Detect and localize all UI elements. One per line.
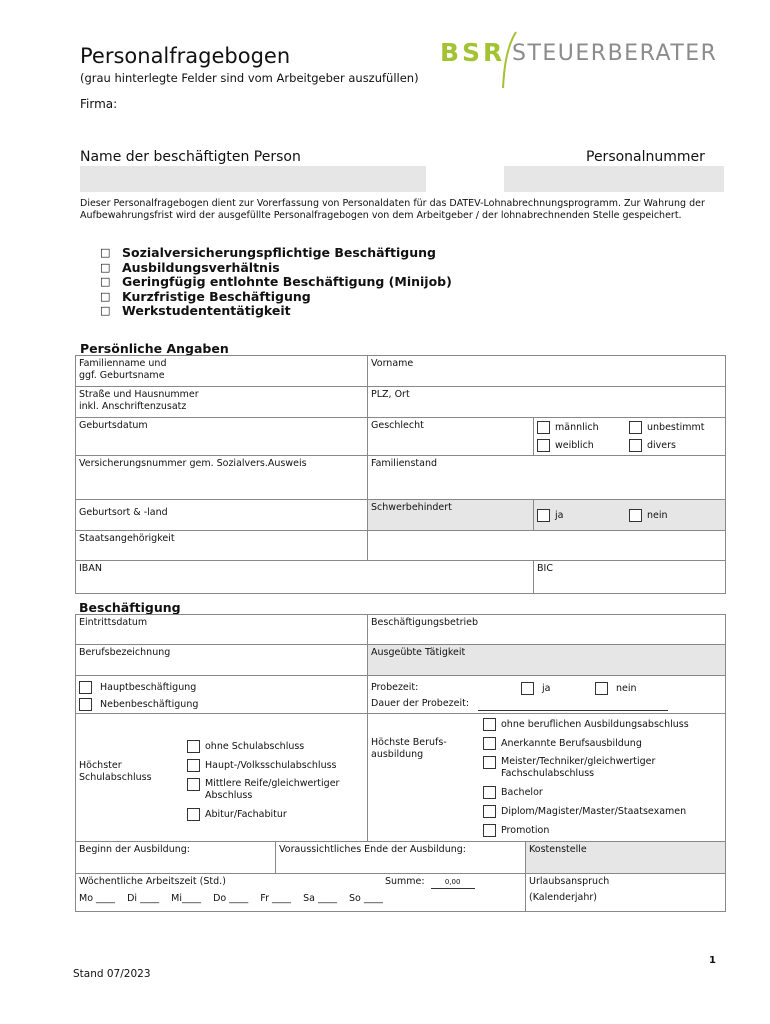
option-unbestimmt[interactable]: unbestimmt [629,421,704,434]
ende-ausbildung-field[interactable]: Voraussichtliches Ende der Ausbildung: [276,842,526,874]
weekday-hours[interactable]: Mo ____ Di ____ Mi____ Do ____ Fr ____ Sa ____ So ____ [79,893,383,904]
option-schulabschluss[interactable]: Mittlere Reife/gleichwertiger Abschluss [187,778,339,802]
beschaeftigungsbetrieb-field[interactable]: Beschäftigungsbetrieb [368,615,726,645]
employment-type-item[interactable]: □ Kurzfristige Beschäftigung [100,288,311,304]
schulabschluss-cell [76,714,368,842]
checkbox-icon [79,698,92,711]
vorname-field[interactable]: Vorname [368,356,726,387]
option-schulabschluss[interactable]: Haupt-/Volksschulabschluss [187,759,339,772]
familienstand-field[interactable]: Familienstand [368,456,726,500]
checkbox-icon [629,439,642,452]
firma-label: Firma: [80,97,118,111]
checkbox-icon [483,756,496,769]
checkbox-icon [537,509,550,522]
berufsbezeichnung-field[interactable]: Berufsbezeichnung [76,645,368,676]
option-schulabschluss[interactable]: Abitur/Fachabitur [187,808,339,821]
name-label: Name der beschäftigten Person [80,149,301,165]
company-logo [440,30,718,90]
employment-type-item[interactable]: □ Ausbildungsverhältnis [100,259,280,275]
probezeit-cell: Probezeit: ja nein Dauer der Probezeit: [368,676,726,714]
checkbox-icon[interactable]: □ [100,246,111,259]
page-subtitle: (grau hinterlegte Felder sind vom Arbeitgeber auszufüllen) [80,71,419,85]
bic-field[interactable]: BIC [534,561,726,594]
personal-table [75,355,726,594]
geburtsdatum-field[interactable]: Geburtsdatum [76,418,368,456]
intro-text: Dieser Personalfragebogen dient zur Vorerfassung von Personaldaten für das DATEV-Lohnabrechnungsprogramm. Zur Wahrung der Aufbewahrungsfrist wird der ausgefüllte Personalfragebogen von dem Arbeitgeber / der lohnabrechnenden Stelle gespeichert. [80,198,705,221]
berufsausbildung-cell [368,714,726,842]
familienname-field[interactable]: Familienname und ggf. Geburtsname [76,356,368,387]
summe-field[interactable]: 0,00 [431,876,475,889]
checkbox-icon[interactable]: □ [100,275,111,288]
checkbox-icon [483,737,496,750]
stand-date: Stand 07/2023 [73,968,151,980]
logo-bsr-text: BSR [440,38,506,67]
employment-table [75,614,726,912]
logo-steuerberater-text: STEUERBERATER [512,41,718,66]
versicherungsnummer-field[interactable]: Versicherungsnummer gem. Sozialvers.Ausweis [76,456,368,500]
geschlecht-options [534,418,726,456]
checkbox-icon [483,824,496,837]
option-schwerbehindert-nein[interactable]: nein [629,509,668,522]
checkbox-icon[interactable]: □ [100,260,111,274]
option-hauptbeschaeftigung[interactable]: Hauptbeschäftigung [79,681,364,694]
checkbox-icon [521,682,534,695]
schwerbehindert-options [534,500,726,531]
checkbox-icon [187,778,200,791]
urlaubsanspruch-field[interactable]: Urlaubsanspruch (Kalenderjahr) [526,874,726,912]
staatsangehoerigkeit-field[interactable]: Staatsangehörigkeit [76,531,368,561]
checkbox-icon [187,740,200,753]
geburtsort-field[interactable]: Geburtsort & -land [76,500,368,531]
checkbox-icon [537,439,550,452]
staatsangehoerigkeit-value[interactable] [368,531,726,561]
employment-type-item[interactable]: □ Werkstudententätigkeit [100,303,291,318]
employment-type-item[interactable]: □ Geringfügig entlohnte Beschäftigung (Minijob) [100,274,452,289]
berufsausbildung-label: Höchste Berufs- ausbildung [371,737,447,760]
schulabschluss-label: Höchster Schulabschluss [79,760,152,783]
checkbox-icon [629,421,642,434]
option-maennlich[interactable]: männlich [537,421,629,434]
page-title: Personalfragebogen [80,44,291,68]
beginn-ausbildung-field[interactable]: Beginn der Ausbildung: [76,842,276,874]
checkbox-icon [187,759,200,772]
personalnummer-label: Personalnummer [586,149,705,165]
employment-type-list [100,246,452,319]
option-probezeit-nein[interactable]: nein [595,682,637,695]
option-nebenbeschaeftigung[interactable]: Nebenbeschäftigung [79,698,364,711]
checkbox-icon [537,421,550,434]
checkbox-icon[interactable]: □ [100,304,111,317]
checkbox-icon [595,682,608,695]
ausgeuebte-taetigkeit-field[interactable]: Ausgeübte Tätigkeit [368,645,726,676]
checkbox-icon [483,786,496,799]
plz-ort-field[interactable]: PLZ, Ort [368,387,726,418]
kostenstelle-field[interactable]: Kostenstelle [526,842,726,874]
option-probezeit-ja[interactable]: ja [521,682,595,695]
option-weiblich[interactable]: weiblich [537,439,629,452]
name-field[interactable] [80,166,426,192]
option-berufsausbildung[interactable]: Promotion [483,824,689,837]
section-title-personal: Persönliche Angaben [80,341,229,356]
option-berufsausbildung[interactable]: Diplom/Magister/Master/Staatsexamen [483,805,689,818]
beschaeftigungsart-cell [76,676,368,714]
section-title-employment: Beschäftigung [79,600,181,615]
option-berufsausbildung[interactable]: ohne beruflichen Ausbildungsabschluss [483,718,689,731]
iban-field[interactable]: IBAN [76,561,534,594]
employment-type-item[interactable]: □ Sozialversicherungspflichtige Beschäftigung [100,245,436,260]
option-berufsausbildung[interactable]: Bachelor [483,786,689,799]
option-berufsausbildung[interactable]: Anerkannte Berufsausbildung [483,737,689,750]
option-schulabschluss[interactable]: ohne Schulabschluss [187,740,339,753]
probezeit-dauer-field[interactable] [478,698,668,711]
page-number: 1 [709,955,716,966]
eintrittsdatum-field[interactable]: Eintrittsdatum [76,615,368,645]
checkbox-icon [79,681,92,694]
checkbox-icon [483,718,496,731]
schwerbehindert-label-cell: Schwerbehindert [368,500,534,531]
checkbox-icon[interactable]: □ [100,289,111,303]
checkbox-icon [187,808,200,821]
option-berufsausbildung[interactable]: Meister/Techniker/gleichwertiger Fachschulabschluss [483,756,689,780]
option-divers[interactable]: divers [629,439,676,452]
arbeitszeit-cell[interactable]: Wöchentliche Arbeitszeit (Std.) Summe: 0,00 Mo ____ Di ____ Mi____ Do ____ Fr ____ Sa ____ So ____ [76,874,526,912]
strasse-field[interactable]: Straße und Hausnummer inkl. Anschriftenzusatz [76,387,368,418]
option-schwerbehindert-ja[interactable]: ja [537,509,629,522]
geschlecht-label-cell: Geschlecht [368,418,534,456]
checkbox-icon [483,805,496,818]
checkbox-icon [629,509,642,522]
personalnummer-field[interactable] [504,166,724,192]
